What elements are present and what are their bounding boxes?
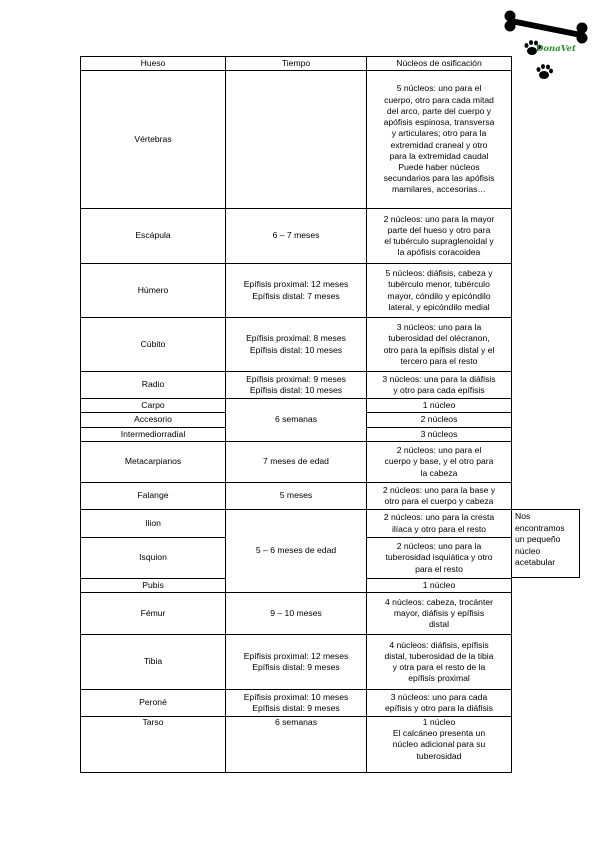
cell-hueso: Vértebras bbox=[81, 71, 226, 209]
cell-nucleos: 1 núcleo bbox=[367, 579, 512, 593]
table-row bbox=[81, 209, 512, 264]
cell-tiempo: 6 – 7 meses bbox=[226, 209, 367, 264]
header-nucleos: Núcleos de osificación bbox=[367, 57, 512, 71]
cell-hueso: Ilion bbox=[81, 510, 226, 538]
cell-tiempo: Epífisis proximal: 8 meses Epífisis distal: 10 meses bbox=[226, 318, 367, 372]
cell-hueso: Peroné bbox=[81, 690, 226, 717]
cell-nucleos: 4 núcleos: cabeza, trocánter mayor, diáfisis y epífisis distal bbox=[367, 593, 512, 635]
cell-hueso: Accesorio bbox=[81, 413, 226, 428]
logo-text: DonaVet bbox=[536, 44, 576, 54]
cell-tiempo: 7 meses de edad bbox=[226, 442, 367, 483]
cell-hueso: Escápula bbox=[81, 209, 226, 264]
cell-nucleos: 3 núcleos: uno para cada epífisis y otro para la diáfisis bbox=[367, 690, 512, 717]
cell-nucleos: 3 núcleos: una para la diáfisis y otro para cada epífisis bbox=[367, 372, 512, 399]
table-row bbox=[81, 264, 512, 318]
cell-nucleos: 5 núcleos: diáfisis, cabeza y tubérculo menor, tubérculo mayor, cóndilo y epicóndilo lateral, y epicóndilo medial bbox=[367, 264, 512, 318]
cell-tiempo: Epífisis proximal: 12 meses Epífisis distal: 7 meses bbox=[226, 264, 367, 318]
table-row bbox=[81, 318, 512, 372]
cell-nucleos: 1 núcleo El calcáneo presenta un núcleo adicional para su tuberosidad bbox=[367, 717, 512, 773]
cell-hueso: Húmero bbox=[81, 264, 226, 318]
side-note: Nos encontramos un pequeño núcleo acetabular bbox=[511, 509, 580, 578]
cell-tiempo: 5 meses bbox=[226, 483, 367, 510]
cell-tiempo: 6 semanas bbox=[226, 717, 367, 773]
cell-tiempo: Epífisis proximal: 12 meses Epífisis distal: 9 meses bbox=[226, 635, 367, 690]
cell-nucleos: 2 núcleos: uno para la base y otro para el cuerpo y cabeza bbox=[367, 483, 512, 510]
table-row bbox=[81, 510, 512, 538]
table-row bbox=[81, 71, 512, 209]
table-row bbox=[81, 442, 512, 483]
cell-tiempo: Epífisis proximal: 9 meses Epífisis distal: 10 meses bbox=[226, 372, 367, 399]
table-row bbox=[81, 690, 512, 717]
cell-nucleos: 2 núcleos: uno para la cresta ilíaca y otro para el resto bbox=[367, 510, 512, 538]
cell-tiempo: 6 semanas bbox=[226, 399, 367, 442]
table-row bbox=[81, 593, 512, 635]
cell-hueso: Fémur bbox=[81, 593, 226, 635]
cell-tiempo: Epífisis proximal: 10 meses Epífisis distal: 9 meses bbox=[226, 690, 367, 717]
bone-icon bbox=[505, 11, 588, 44]
cell-hueso: Isquion bbox=[81, 538, 226, 579]
cell-nucleos: 2 núcleos: uno para la tuberosidad isquiática y otro para el resto bbox=[367, 538, 512, 579]
table-row bbox=[81, 399, 512, 413]
header-tiempo: Tiempo bbox=[226, 57, 367, 71]
cell-nucleos: 4 núcleos: diáfisis, epífisis distal, tuberosidad de la tibia y otra para el resto de la epífisis proximal bbox=[367, 635, 512, 690]
cell-nucleos: 3 núcleos: uno para la tuberosidad del olécranon, otro para la epífisis distal y el tercero para el resto bbox=[367, 318, 512, 372]
cell-hueso: Cúbito bbox=[81, 318, 226, 372]
cell-nucleos: 2 núcleos bbox=[367, 413, 512, 428]
paw-print-icon bbox=[537, 64, 554, 79]
table-row bbox=[81, 372, 512, 399]
cell-hueso: Intermediorradial bbox=[81, 428, 226, 442]
header-hueso: Hueso bbox=[81, 57, 226, 71]
table-row bbox=[81, 483, 512, 510]
cell-hueso: Pubis bbox=[81, 579, 226, 593]
cell-tiempo: 5 – 6 meses de edad bbox=[226, 510, 367, 593]
cell-hueso: Carpo bbox=[81, 399, 226, 413]
table-header-row bbox=[81, 57, 512, 71]
cell-nucleos: 3 núcleos bbox=[367, 428, 512, 442]
cell-tiempo: 9 – 10 meses bbox=[226, 593, 367, 635]
table-row bbox=[81, 717, 512, 773]
table-row bbox=[81, 635, 512, 690]
cell-hueso: Falange bbox=[81, 483, 226, 510]
cell-nucleos: 2 núcleos: uno para el cuerpo y base, y el otro para la cabeza bbox=[367, 442, 512, 483]
cell-nucleos: 5 núcleos: uno para el cuerpo, otro para cada mitad del arco, parte del cuerpo y apófisis espinosa, transversa y articulares; otro para la extremidad craneal y otro para la extremidad caudal Puede haber núcleos secundarios para las apófisis mamilares, accesorias… bbox=[367, 71, 512, 209]
ossification-table bbox=[80, 56, 512, 773]
cell-tiempo bbox=[226, 71, 367, 209]
cell-hueso: Tarso bbox=[81, 717, 226, 773]
cell-hueso: Radio bbox=[81, 372, 226, 399]
cell-nucleos: 2 núcleos: uno para la mayor parte del hueso y otro para el tubérculo supraglenoidal y la apófisis coracoidea bbox=[367, 209, 512, 264]
cell-hueso: Tibia bbox=[81, 635, 226, 690]
cell-hueso: Metacarpianos bbox=[81, 442, 226, 483]
cell-nucleos: 1 núcleo bbox=[367, 399, 512, 413]
